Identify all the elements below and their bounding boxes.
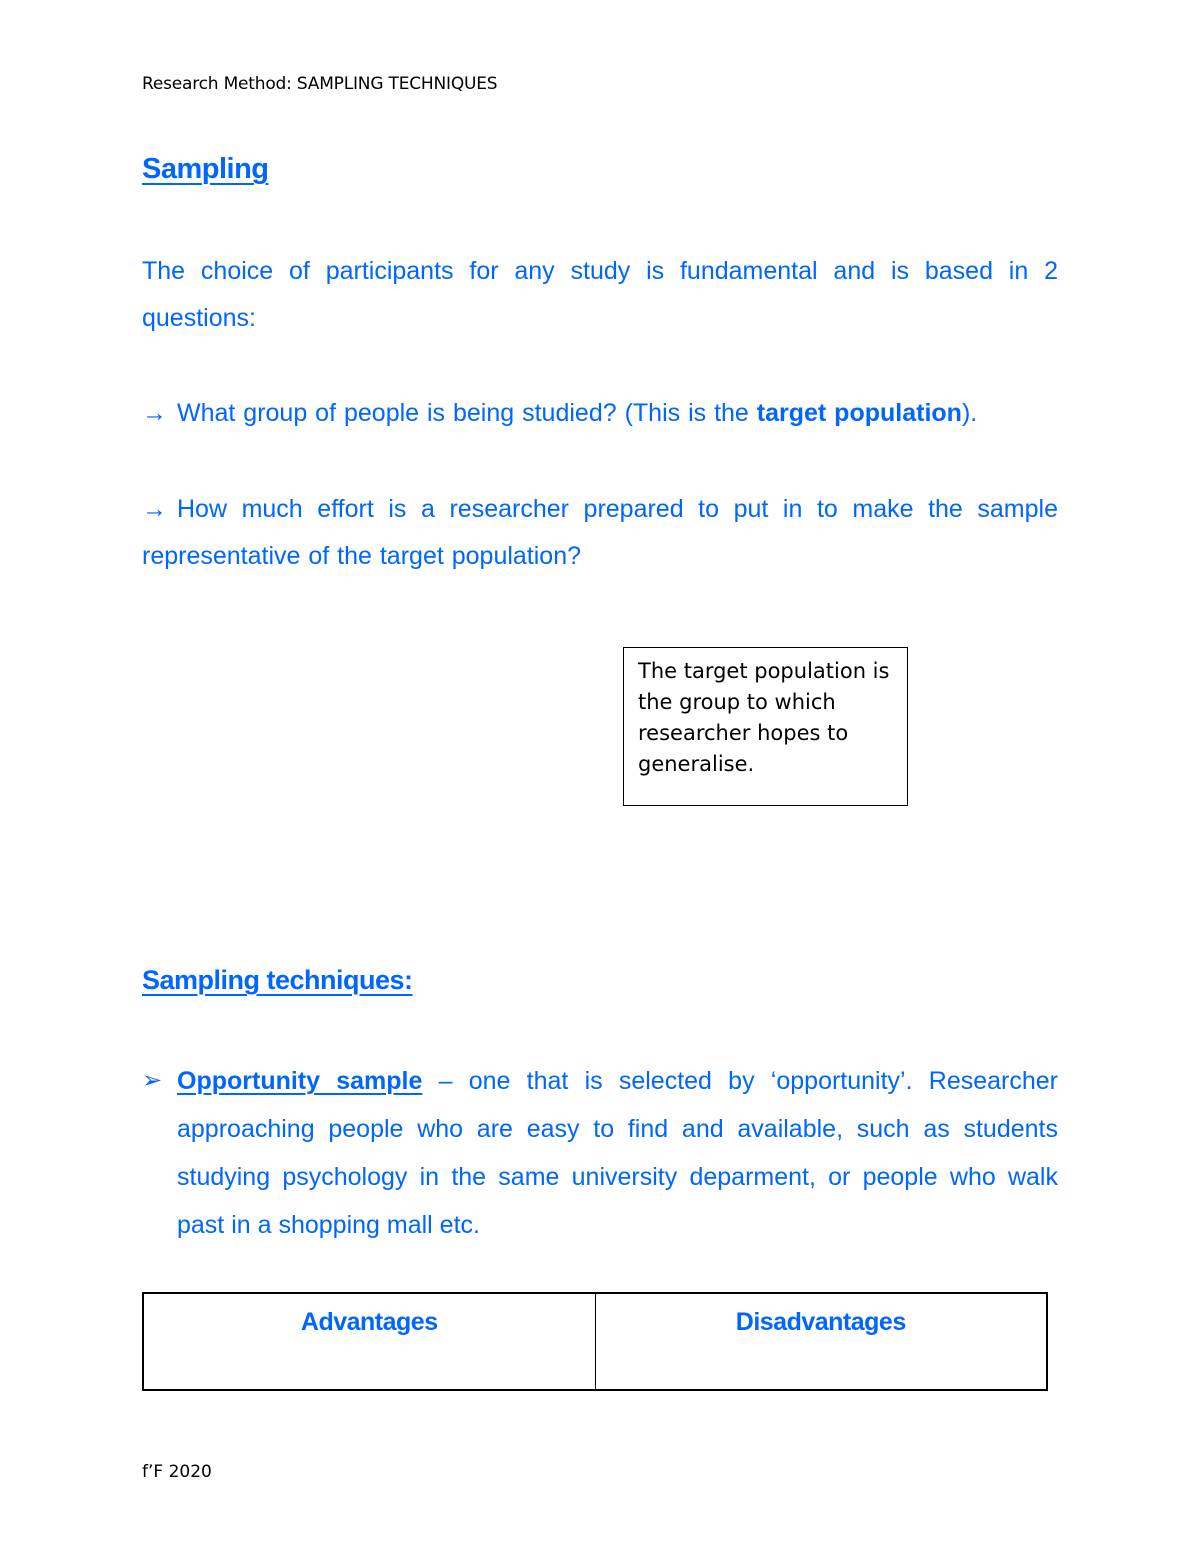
- table-header-row: [143, 1293, 1047, 1390]
- question-1-end: ).: [961, 399, 978, 427]
- term-opportunity-sample: Opportunity sample: [177, 1067, 423, 1095]
- advantages-disadvantages-table: [142, 1292, 1048, 1391]
- question-1: [142, 390, 1058, 437]
- definition-callout-box: The target population is the group to which researcher hopes to generalise.: [623, 647, 908, 806]
- table-header-advantages: Advantages: [143, 1293, 595, 1390]
- section-title-sampling-techniques: Sampling techniques:: [142, 965, 413, 995]
- right-arrow-icon: →: [142, 495, 167, 523]
- arrowhead-bullet-icon: ➢: [142, 1067, 163, 1094]
- term-definition: – one that is selected by ‘opportunity’. Researcher approaching people who are easy to find and available, such as students studying psychology in the same university deparment, or people who walk past in a shopping mall etc.: [177, 1067, 1058, 1239]
- question-1-bold-term: target population: [756, 399, 962, 427]
- question-2-text: How much effort is a researcher prepared to put in to make the sample representative of the target population?: [142, 495, 1058, 570]
- question-2: [142, 486, 1058, 580]
- question-1-text: What group of people is being studied? (This is the: [177, 399, 757, 427]
- list-item-text: [177, 1057, 1058, 1249]
- table-header-disadvantages: Disadvantages: [595, 1293, 1047, 1390]
- page-footer: f’F 2020: [142, 1462, 212, 1482]
- section-title-sampling: Sampling: [142, 153, 269, 185]
- intro-paragraph: The choice of participants for any study is fundamental and is based in 2 questions:: [142, 257, 1058, 332]
- page-header: Research Method: SAMPLING TECHNIQUES: [142, 74, 498, 94]
- right-arrow-icon: →: [142, 399, 167, 427]
